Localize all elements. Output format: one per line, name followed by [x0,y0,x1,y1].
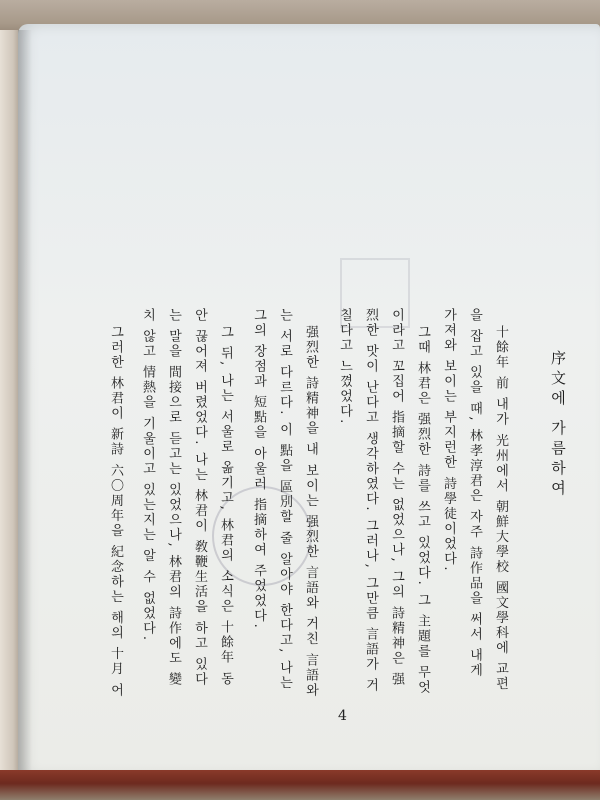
text-column: 는 말을 間接으로 듣고는 있었으나, 林君의 詩作에도 變 [166,308,181,688]
text-column: 强烈한 詩精神을 내 보이는 强烈한 言語와 거친 言語와 [303,325,318,698]
text-column: 을 잡고 있을 때, 林孝淳君은 자주 詩作品을 써서 내게 [467,308,482,679]
page-number: 4 [338,708,347,724]
text-column: 그러한 林君이 新詩 六〇周年을 紀念하는 해의 十月 어 [108,325,123,698]
page-title: 序文에 가름하여 [549,350,567,500]
book-bottom-edge [0,770,600,800]
page-spine-shadow [18,30,32,770]
text-column: 안 끊어져 버렸었다. 나는 林君이 敎鞭生活을 하고 있다 [192,308,207,688]
text-column: 칠다고 느꼈었다. [337,308,352,426]
text-column: 가져와 보이는 부지런한 詩學徒이었다. [441,308,456,573]
text-column: 치 않고 情熱을 기울이고 있는지는 알 수 없었다. [140,308,155,643]
text-column: 는 서로 다르다. 이 點을 區別할 줄 알아야 한다고, 나는 [277,308,292,691]
text-column: 그의 장점과 短點을 아울러 指摘하여 주었었다. [251,308,266,630]
text-column: 이라고 꼬집어 指摘할 수는 없었으나, 그의 詩精神은 强 [389,308,404,688]
text-column: 十餘年 前 내가 光州에서 朝鮮大學校 國文學科에 교편 [493,325,508,692]
text-column: 烈한 맛이 난다고 생각하였다. 그러나, 그만큼 言語가 거 [363,308,378,694]
text-column: 그 뒤, 나는 서울로 옮기고, 林君의 소식은 十餘年 동 [218,325,233,687]
text-column: 그때 林君은 强烈한 詩를 쓰고 있었다. 그 主題를 무엇 [415,325,430,696]
